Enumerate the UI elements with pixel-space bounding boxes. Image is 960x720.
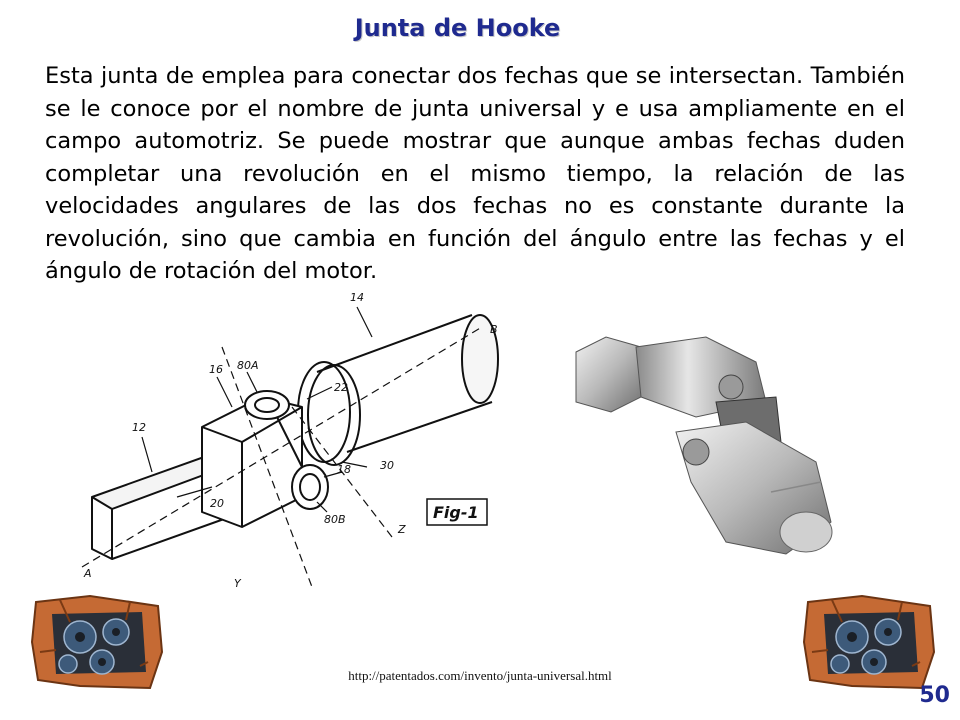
label-80a: 80A xyxy=(237,359,259,372)
label-22: 22 xyxy=(334,381,348,394)
universal-joint-photo xyxy=(566,292,856,574)
slide-title: Junta de Hooke xyxy=(354,14,561,42)
label-20: 20 xyxy=(210,497,224,510)
page-number: 50 xyxy=(919,683,950,708)
label-12: 12 xyxy=(132,421,146,434)
body-paragraph: Esta junta de emplea para conectar dos fechas que se intersectan. También se le conoce por el nombre de junta universal y e usa ampliamente en el campo automotriz. Se puede mostrar que aunque ambas fechas duden completar una revolución en el mismo tiempo, la relación de las velocidades angulares de las dos fechas no es constante durante la revolución, sino que cambia en función del ángulo entre las fechas y el ángulo de rotación del motor. xyxy=(45,63,905,284)
label-z: Z xyxy=(398,523,406,536)
label-80b: 80B xyxy=(324,513,346,526)
source-link[interactable]: http://patentados.com/invento/junta-universal.html xyxy=(348,668,612,683)
label-a: A xyxy=(84,567,92,580)
label-16: 16 xyxy=(209,363,223,376)
figure-caption: Fig-1 xyxy=(433,503,479,522)
patent-drawing-figure xyxy=(62,287,518,595)
label-18: 18 xyxy=(337,463,351,476)
label-b: B xyxy=(490,323,498,336)
label-30: 30 xyxy=(380,459,394,472)
label-y: Y xyxy=(234,577,241,590)
label-14: 14 xyxy=(350,291,364,304)
